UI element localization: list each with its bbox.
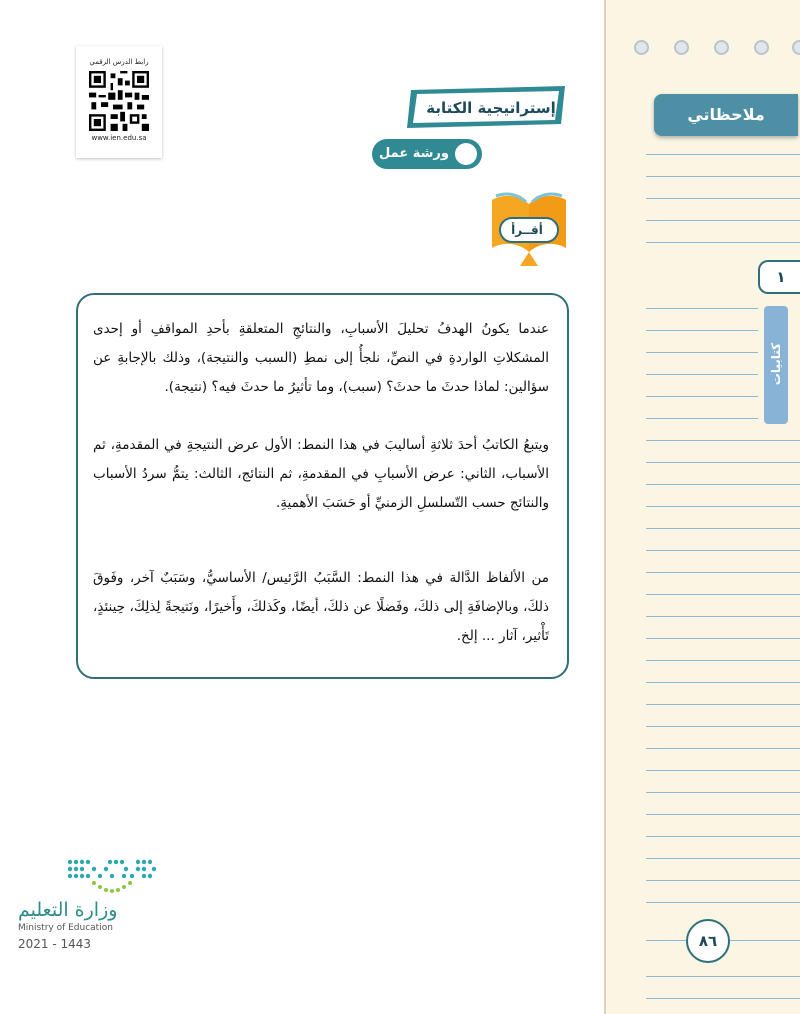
note-line [646,330,758,331]
note-line [646,726,800,727]
qr-card[interactable] [76,46,162,158]
note-line [646,998,800,999]
note-line [646,484,800,485]
note-line [646,638,800,639]
paragraph-keywords: من الألفاظ الدَّالة في هذا النمط: السَّبَبُ الرَّئيس/ الأساسيُّ، وسَبَبٌ آخر، وفَوقَ ذلكَ، وبالإضافَةِ إلى ذلكَ، وفَضلًا عن ذلكَ، أيضًا، وكَذلكَ، وأَخيرًا، ونَتيجةً لِذلِكَ، حِينئذٍ، تَأْثير، آثار ... إلخ. [93,570,549,644]
unit-number: ١ [776,268,786,286]
note-line [646,792,800,793]
qr-caption: رابط الدرس الرقمي [89,58,149,66]
note-line [646,528,800,529]
note-line [646,374,758,375]
workshop-label: ورشة عمل [379,146,449,161]
note-line [646,836,800,837]
unit-number-box [758,260,800,294]
note-line [646,902,800,903]
ministry-logo [18,858,136,958]
strategy-banner [405,86,569,128]
note-line [646,506,800,507]
note-line [646,976,800,977]
note-line [646,396,758,397]
workshop-pill [372,139,482,169]
note-line [646,176,800,177]
note-line [646,154,800,155]
paragraph-methods: ويتبعُ الكاتبُ أحدَ ثلاثةِ أساليبَ في هذا النمط: الأول عرض النتيجةِ في المقدمةِ، ثم الأسباب، الثاني: عرض الأسبابِ في المقدمةِ، ثم النتائج، الثالث: يتمُّ سردُ الأسباب والنتائج حسب التّسلسلِ الزمنيِّ أو حَسَبَ الأهميةِ. [93,437,549,511]
note-line [646,308,758,309]
edition-year: 2021 - 1443 [18,937,92,951]
spiral-hole-icon [634,40,649,55]
ministry-name-english: Ministry of Education [18,923,113,933]
qr-url[interactable]: www.ien.edu.sa [91,134,147,142]
note-line [646,418,758,419]
section-side-tab[interactable] [764,306,788,424]
note-line [646,748,800,749]
spiral-hole-icon [674,40,689,55]
notes-label: ملاحظاتي [687,105,765,124]
paragraph-definition: عندما يكونُ الهدفُ تحليلَ الأسبابِ، والنتائجِ المتعلقةِ بأحدِ المواقفِ أو إحدى المشكلاتِ الواردةِ في النصِّ، نلجأُ إلى نمطِ (السبب والنتيجة)، وذلك بالإجابةِ عن سؤالين: لماذا حدثَ ما حدثَ؟ (سبب)، وما تأثيرُ ما حدثَ فيه؟ (نتيجة). [93,321,549,395]
page-number: ٨٦ [698,932,718,950]
note-line [646,242,800,243]
note-line [646,660,800,661]
spiral-hole-icon [792,40,800,55]
page-number-badge [686,919,730,963]
ministry-name-arabic: وزارة التعليم [18,899,118,921]
notes-column [604,0,800,1014]
qr-code-icon[interactable] [89,71,149,131]
note-line [646,858,800,859]
spiral-hole-icon [714,40,729,55]
note-line [646,440,800,441]
note-line [646,704,800,705]
note-line [646,198,800,199]
note-line [646,462,800,463]
side-tab-label: كتابيات [769,342,783,386]
note-line [646,572,800,573]
strategy-title: إستراتيجية الكتابة [426,99,556,117]
note-line [646,814,800,815]
note-line [646,880,800,881]
note-line [646,220,800,221]
note-line [646,352,758,353]
content-frame [76,293,569,679]
toggle-knob-icon [455,143,477,165]
note-line [646,682,800,683]
note-line [646,550,800,551]
ministry-dots-icon [66,858,158,894]
read-label: أقــرأ [511,223,543,237]
notes-header-tab [654,94,798,136]
note-line [646,594,800,595]
note-line [646,770,800,771]
note-line [646,616,800,617]
spiral-hole-icon [754,40,769,55]
